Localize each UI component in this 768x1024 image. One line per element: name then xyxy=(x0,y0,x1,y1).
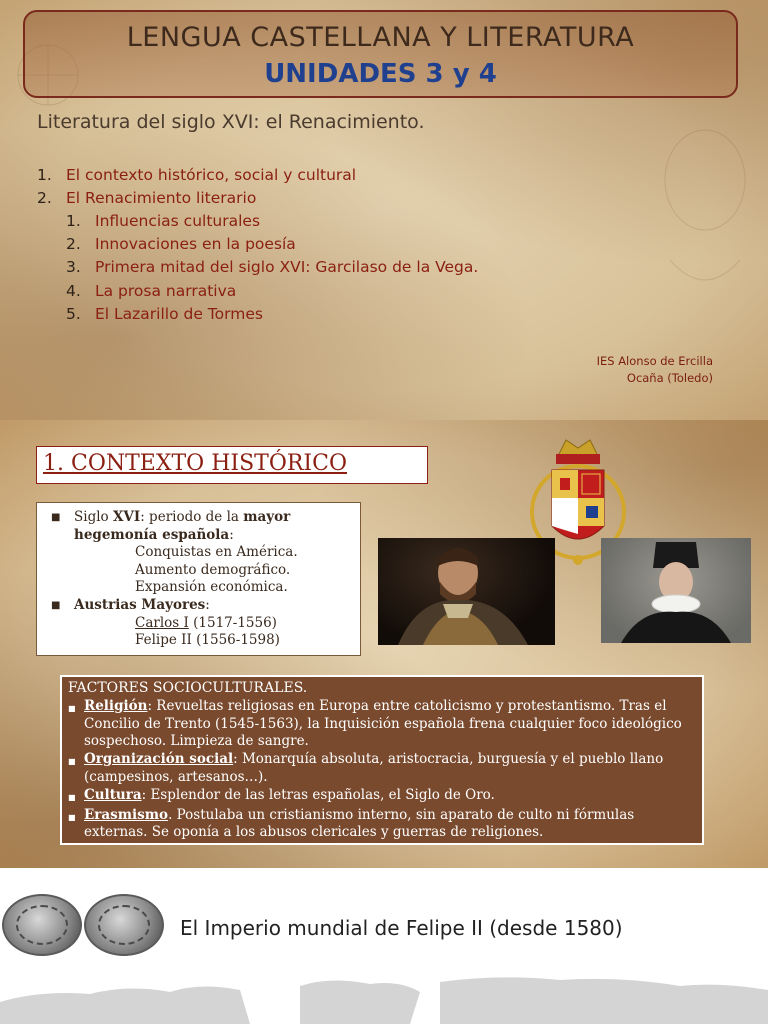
units-title: UNIDADES 3 y 4 xyxy=(264,59,497,89)
factor-item: ■ Erasmismo. Postulaba un cristianismo interno, sin aparato de culto ni fórmulas externas. Se oponía a los abusos clericales y guerras de religiones. xyxy=(68,806,635,841)
background-sketch xyxy=(650,120,760,344)
toc-subitem: 4. La prosa narrativa xyxy=(66,281,237,300)
sub-item: Expansión económica. xyxy=(135,579,288,596)
bullet-item: ■ Siglo XVI: periodo de la mayor xyxy=(51,509,291,525)
sub-item: Conquistas en América. xyxy=(135,544,298,561)
portrait-carlos-i xyxy=(378,538,555,645)
slide-historical-context xyxy=(0,420,768,868)
factor-item: ■ Religión: Revueltas religiosas en Europa entre catolicismo y protestantismo. Tras el Concilio de Trento (1545-1563), la Inquisición española frena cualquier foco ideológico sospechoso. Limpieza de sangre. xyxy=(68,697,682,750)
title-box xyxy=(23,10,738,98)
factor-item: ■ Organización social: Monarquía absoluta, aristocracia, burguesía y el pueblo llano (campesinos, artesanos…). xyxy=(68,751,664,785)
slide-title xyxy=(0,0,768,420)
factors-heading: FACTORES SOCIOCULTURALES. xyxy=(68,680,308,696)
toc-subitem: 1. Influencias culturales xyxy=(66,211,261,230)
slide-empire xyxy=(0,868,768,1024)
sub-item: Aumento demográfico. xyxy=(135,561,291,578)
portrait-felipe-ii xyxy=(601,538,751,643)
toc-subitem: 3. Primera mitad del siglo XVI: Garcilaso de la Vega. xyxy=(66,258,479,277)
sub-item: Carlos I (1517-1556) xyxy=(135,614,277,631)
slide-subtitle: Literatura del siglo XVI: el Renacimiento. xyxy=(37,111,425,133)
sociocultural-factors-box xyxy=(60,675,704,845)
sub-item: Felipe II (1556-1598) xyxy=(135,632,280,649)
toc-subitem: 5. El Lazarillo de Tormes xyxy=(66,304,263,323)
world-map-image xyxy=(0,972,768,1024)
context-box: ■ Siglo XVI: periodo de la mayor hegemonía española: Conquistas en América. Aumento demográfico. Expansión económica. ■ Austrias Mayores: Carlos I (1517-1556) Felipe II (1556-1598) xyxy=(36,502,361,656)
table-of-contents xyxy=(37,163,478,325)
course-title: LENGUA CASTELLANA Y LITERATURA xyxy=(126,22,635,53)
toc-item: 1. El contexto histórico, social y cultural xyxy=(37,165,357,184)
factor-item: ■ Cultura: Esplendor de las letras españolas, el Siglo de Oro. xyxy=(68,786,495,803)
toc-subitem: 2. Innovaciones en la poesía xyxy=(66,235,296,254)
toc-item: 2. El Renacimiento literario xyxy=(37,188,257,207)
school-credit: IES Alonso de Ercilla Ocaña (Toledo) xyxy=(596,354,713,385)
coin-image xyxy=(84,894,164,956)
coin-image xyxy=(2,894,82,956)
empire-title: El Imperio mundial de Felipe II (desde 1580) xyxy=(180,916,623,940)
bullet-item: ■ Austrias Mayores: xyxy=(51,596,210,613)
section-heading: 1. CONTEXTO HISTÓRICO xyxy=(36,446,428,484)
